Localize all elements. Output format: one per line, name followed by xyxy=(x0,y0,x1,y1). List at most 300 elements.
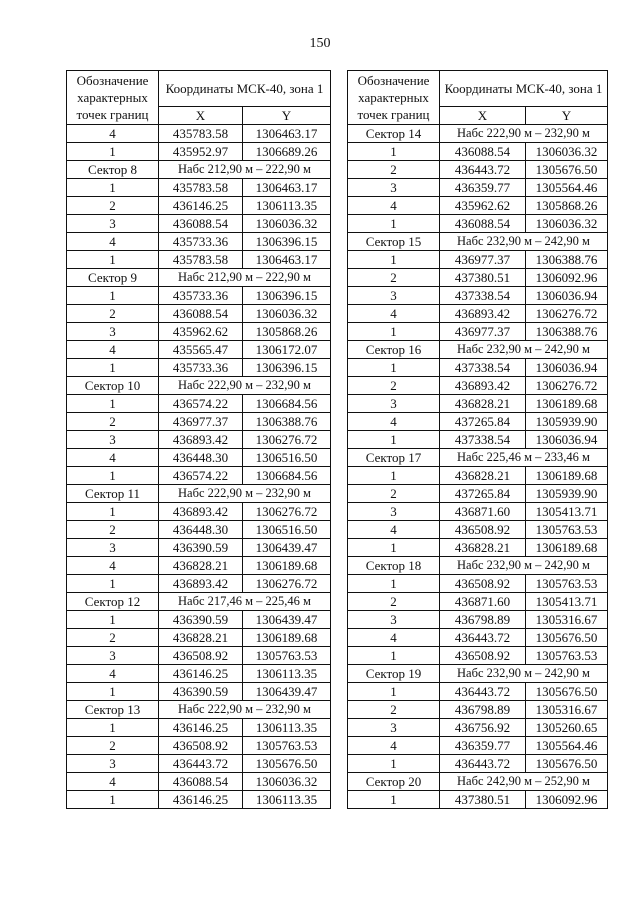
table-row xyxy=(67,251,331,269)
table-row xyxy=(348,575,608,593)
table-row xyxy=(348,737,608,755)
x-coordinate: 435962.62 xyxy=(159,323,243,341)
point-number: 1 xyxy=(67,503,159,521)
x-coordinate: 435565.47 xyxy=(159,341,243,359)
y-coordinate: 1306388.76 xyxy=(243,413,331,431)
y-coordinate: 1306684.56 xyxy=(243,467,331,485)
y-coordinate: 1306113.35 xyxy=(243,665,331,683)
y-coordinate: 1306113.35 xyxy=(243,791,331,809)
coordinates-table-left xyxy=(66,70,331,809)
x-coordinate: 436977.37 xyxy=(159,413,243,431)
sector-row xyxy=(348,773,608,791)
y-coordinate: 1306036.94 xyxy=(526,431,608,449)
point-number: 3 xyxy=(67,755,159,773)
point-number: 3 xyxy=(67,215,159,233)
table-row xyxy=(67,215,331,233)
sector-row xyxy=(67,377,331,395)
table-row xyxy=(67,521,331,539)
sector-name: Сектор 13 xyxy=(67,701,159,719)
table-row xyxy=(67,179,331,197)
sector-name: Сектор 14 xyxy=(348,125,440,143)
y-coordinate: 1305564.46 xyxy=(526,737,608,755)
x-coordinate: 436508.92 xyxy=(159,647,243,665)
x-coordinate: 436893.42 xyxy=(440,305,526,323)
page-number: 150 xyxy=(309,36,331,51)
y-coordinate: 1306036.32 xyxy=(526,215,608,233)
point-number: 4 xyxy=(67,449,159,467)
y-coordinate: 1305763.53 xyxy=(526,647,608,665)
x-coordinate: 436828.21 xyxy=(159,629,243,647)
table-row xyxy=(67,233,331,251)
table-row xyxy=(348,287,608,305)
sector-row xyxy=(348,665,608,683)
table-row xyxy=(348,161,608,179)
x-coordinate: 436146.25 xyxy=(159,665,243,683)
table-row xyxy=(67,503,331,521)
x-coordinate: 436508.92 xyxy=(159,737,243,755)
table-row xyxy=(348,593,608,611)
sector-name: Сектор 16 xyxy=(348,341,440,359)
y-coordinate: 1306276.72 xyxy=(526,305,608,323)
table-row xyxy=(348,251,608,269)
point-number: 4 xyxy=(67,125,159,143)
point-number: 2 xyxy=(348,269,440,287)
table-row xyxy=(67,395,331,413)
table-row xyxy=(67,575,331,593)
x-coordinate: 436893.42 xyxy=(159,503,243,521)
x-coordinate: 436448.30 xyxy=(159,449,243,467)
x-coordinate: 436893.42 xyxy=(159,575,243,593)
x-coordinate: 436359.77 xyxy=(440,737,526,755)
point-number: 1 xyxy=(348,251,440,269)
x-coordinate: 436871.60 xyxy=(440,503,526,521)
y-coordinate: 1306189.68 xyxy=(243,557,331,575)
x-coordinate: 436828.21 xyxy=(159,557,243,575)
sector-height-range: Набс 232,90 м – 242,90 м xyxy=(440,665,608,683)
x-header: X xyxy=(440,107,526,125)
sector-row xyxy=(67,593,331,611)
x-coordinate: 436508.92 xyxy=(440,521,526,539)
table-row xyxy=(348,431,608,449)
point-number: 2 xyxy=(67,413,159,431)
point-number: 3 xyxy=(67,431,159,449)
y-header: Y xyxy=(243,107,331,125)
point-number: 4 xyxy=(348,413,440,431)
point-number: 1 xyxy=(348,791,440,809)
table-row xyxy=(348,359,608,377)
coordinates-header: Координаты МСК-40, зона 1 xyxy=(159,71,331,107)
table-row xyxy=(348,305,608,323)
x-coordinate: 435952.97 xyxy=(159,143,243,161)
sector-name: Сектор 19 xyxy=(348,665,440,683)
sector-name: Сектор 18 xyxy=(348,557,440,575)
y-coordinate: 1306276.72 xyxy=(526,377,608,395)
y-coordinate: 1305763.53 xyxy=(526,575,608,593)
table-row xyxy=(67,359,331,377)
y-coordinate: 1306396.15 xyxy=(243,287,331,305)
table-row xyxy=(348,629,608,647)
x-coordinate: 436977.37 xyxy=(440,251,526,269)
y-coordinate: 1306036.94 xyxy=(526,287,608,305)
x-coordinate: 436893.42 xyxy=(440,377,526,395)
point-number: 4 xyxy=(348,305,440,323)
y-coordinate: 1306516.50 xyxy=(243,449,331,467)
table-row xyxy=(67,341,331,359)
table-row xyxy=(67,431,331,449)
table-row xyxy=(67,719,331,737)
table-row xyxy=(67,629,331,647)
x-coordinate: 436088.54 xyxy=(159,773,243,791)
x-coordinate: 436146.25 xyxy=(159,719,243,737)
table-row xyxy=(348,143,608,161)
sector-height-range: Набс 212,90 м – 222,90 м xyxy=(159,161,331,179)
y-coordinate: 1306036.32 xyxy=(243,305,331,323)
designation-header: Обозначение характерных точек границ xyxy=(67,71,159,125)
sector-row xyxy=(67,485,331,503)
point-number: 2 xyxy=(348,485,440,503)
x-coordinate: 436443.72 xyxy=(440,683,526,701)
y-coordinate: 1306388.76 xyxy=(526,323,608,341)
x-coordinate: 435783.58 xyxy=(159,125,243,143)
table-row xyxy=(348,467,608,485)
table-row xyxy=(348,269,608,287)
x-coordinate: 436443.72 xyxy=(159,755,243,773)
x-coordinate: 436443.72 xyxy=(440,629,526,647)
sector-row xyxy=(348,557,608,575)
table-row xyxy=(348,755,608,773)
y-coordinate: 1306463.17 xyxy=(243,251,331,269)
y-coordinate: 1306092.96 xyxy=(526,269,608,287)
point-number: 2 xyxy=(348,701,440,719)
y-coordinate: 1306276.72 xyxy=(243,575,331,593)
y-coordinate: 1306689.26 xyxy=(243,143,331,161)
y-coordinate: 1306113.35 xyxy=(243,197,331,215)
x-coordinate: 435962.62 xyxy=(440,197,526,215)
x-coordinate: 437338.54 xyxy=(440,431,526,449)
point-number: 1 xyxy=(67,467,159,485)
y-coordinate: 1306684.56 xyxy=(243,395,331,413)
point-number: 1 xyxy=(67,179,159,197)
point-number: 4 xyxy=(67,665,159,683)
y-coordinate: 1305676.50 xyxy=(526,755,608,773)
point-number: 1 xyxy=(67,719,159,737)
sector-row xyxy=(348,233,608,251)
point-number: 1 xyxy=(67,395,159,413)
point-number: 2 xyxy=(348,161,440,179)
y-coordinate: 1305763.53 xyxy=(243,647,331,665)
sector-name: Сектор 9 xyxy=(67,269,159,287)
sector-height-range: Набс 232,90 м – 242,90 м xyxy=(440,341,608,359)
point-number: 1 xyxy=(67,287,159,305)
x-coordinate: 435783.58 xyxy=(159,179,243,197)
point-number: 2 xyxy=(67,521,159,539)
table-row xyxy=(67,449,331,467)
y-coordinate: 1305939.90 xyxy=(526,485,608,503)
table-row xyxy=(348,503,608,521)
table-row xyxy=(348,611,608,629)
point-number: 3 xyxy=(67,323,159,341)
table-row xyxy=(67,791,331,809)
point-number: 3 xyxy=(348,611,440,629)
point-number: 1 xyxy=(67,251,159,269)
y-coordinate: 1305260.65 xyxy=(526,719,608,737)
point-number: 1 xyxy=(348,539,440,557)
y-coordinate: 1306036.94 xyxy=(526,359,608,377)
x-coordinate: 437338.54 xyxy=(440,359,526,377)
point-number: 1 xyxy=(348,323,440,341)
sector-height-range: Набс 222,90 м – 232,90 м xyxy=(159,377,331,395)
point-number: 1 xyxy=(67,359,159,377)
point-number: 3 xyxy=(348,287,440,305)
y-coordinate: 1305676.50 xyxy=(526,683,608,701)
y-coordinate: 1306189.68 xyxy=(243,629,331,647)
x-coordinate: 436390.59 xyxy=(159,611,243,629)
point-number: 3 xyxy=(348,395,440,413)
point-number: 1 xyxy=(348,215,440,233)
table-row xyxy=(348,323,608,341)
table-row xyxy=(348,791,608,809)
coordinates-table-right xyxy=(347,70,608,809)
y-coordinate: 1306276.72 xyxy=(243,503,331,521)
y-coordinate: 1306396.15 xyxy=(243,359,331,377)
point-number: 4 xyxy=(67,341,159,359)
y-coordinate: 1306276.72 xyxy=(243,431,331,449)
y-coordinate: 1305564.46 xyxy=(526,179,608,197)
table-row xyxy=(67,413,331,431)
x-coordinate: 436448.30 xyxy=(159,521,243,539)
y-coordinate: 1305868.26 xyxy=(243,323,331,341)
table-row xyxy=(67,647,331,665)
sector-name: Сектор 15 xyxy=(348,233,440,251)
y-coordinate: 1306439.47 xyxy=(243,611,331,629)
y-coordinate: 1306463.17 xyxy=(243,179,331,197)
y-coordinate: 1306113.35 xyxy=(243,719,331,737)
coordinates-header: Координаты МСК-40, зона 1 xyxy=(440,71,608,107)
y-coordinate: 1305763.53 xyxy=(243,737,331,755)
sector-height-range: Набс 225,46 м – 233,46 м xyxy=(440,449,608,467)
table-row xyxy=(348,377,608,395)
y-coordinate: 1305676.50 xyxy=(526,161,608,179)
y-coordinate: 1306092.96 xyxy=(526,791,608,809)
table-row xyxy=(348,683,608,701)
table-row xyxy=(348,539,608,557)
table-row xyxy=(67,665,331,683)
x-coordinate: 436390.59 xyxy=(159,683,243,701)
sector-name: Сектор 8 xyxy=(67,161,159,179)
point-number: 3 xyxy=(348,719,440,737)
sector-name: Сектор 20 xyxy=(348,773,440,791)
y-coordinate: 1306036.32 xyxy=(526,143,608,161)
x-coordinate: 437265.84 xyxy=(440,413,526,431)
point-number: 1 xyxy=(67,683,159,701)
point-number: 1 xyxy=(67,791,159,809)
designation-header: Обозначение характерных точек границ xyxy=(348,71,440,125)
table-row xyxy=(348,197,608,215)
point-number: 4 xyxy=(67,557,159,575)
table-row xyxy=(67,323,331,341)
sector-height-range: Набс 222,90 м – 232,90 м xyxy=(159,485,331,503)
table-row xyxy=(348,215,608,233)
y-coordinate: 1305676.50 xyxy=(243,755,331,773)
point-number: 1 xyxy=(348,359,440,377)
x-coordinate: 436146.25 xyxy=(159,197,243,215)
y-coordinate: 1306189.68 xyxy=(526,395,608,413)
point-number: 4 xyxy=(348,737,440,755)
y-coordinate: 1305939.90 xyxy=(526,413,608,431)
table-row xyxy=(67,737,331,755)
point-number: 3 xyxy=(67,539,159,557)
y-coordinate: 1306172.07 xyxy=(243,341,331,359)
sector-row xyxy=(348,125,608,143)
y-coordinate: 1306036.32 xyxy=(243,773,331,791)
y-coordinate: 1306516.50 xyxy=(243,521,331,539)
x-coordinate: 436359.77 xyxy=(440,179,526,197)
point-number: 1 xyxy=(348,683,440,701)
sector-name: Сектор 17 xyxy=(348,449,440,467)
table-row xyxy=(348,719,608,737)
point-number: 1 xyxy=(348,575,440,593)
point-number: 4 xyxy=(348,521,440,539)
point-number: 1 xyxy=(348,143,440,161)
table-row xyxy=(348,179,608,197)
y-coordinate: 1306439.47 xyxy=(243,539,331,557)
x-coordinate: 436828.21 xyxy=(440,395,526,413)
table-row xyxy=(348,701,608,719)
sector-height-range: Набс 242,90 м – 252,90 м xyxy=(440,773,608,791)
y-coordinate: 1306036.32 xyxy=(243,215,331,233)
x-coordinate: 435733.36 xyxy=(159,359,243,377)
table-row xyxy=(67,125,331,143)
x-coordinate: 436146.25 xyxy=(159,791,243,809)
point-number: 3 xyxy=(348,179,440,197)
sector-name: Сектор 12 xyxy=(67,593,159,611)
x-coordinate: 436871.60 xyxy=(440,593,526,611)
point-number: 4 xyxy=(348,629,440,647)
y-coordinate: 1306189.68 xyxy=(526,539,608,557)
x-coordinate: 436756.92 xyxy=(440,719,526,737)
table-row xyxy=(67,197,331,215)
sector-row xyxy=(67,161,331,179)
table-row xyxy=(348,485,608,503)
point-number: 2 xyxy=(67,629,159,647)
x-coordinate: 436088.54 xyxy=(440,143,526,161)
table-row xyxy=(67,557,331,575)
x-coordinate: 437380.51 xyxy=(440,269,526,287)
x-coordinate: 436893.42 xyxy=(159,431,243,449)
y-coordinate: 1306463.17 xyxy=(243,125,331,143)
x-coordinate: 436828.21 xyxy=(440,467,526,485)
table-row xyxy=(67,755,331,773)
x-coordinate: 436088.54 xyxy=(159,305,243,323)
x-header: X xyxy=(159,107,243,125)
y-coordinate: 1306439.47 xyxy=(243,683,331,701)
table-row xyxy=(67,539,331,557)
sector-height-range: Набс 212,90 м – 222,90 м xyxy=(159,269,331,287)
point-number: 3 xyxy=(67,647,159,665)
table-row xyxy=(67,467,331,485)
x-coordinate: 436088.54 xyxy=(440,215,526,233)
x-coordinate: 437380.51 xyxy=(440,791,526,809)
x-coordinate: 436443.72 xyxy=(440,755,526,773)
y-header: Y xyxy=(526,107,608,125)
table-row xyxy=(67,287,331,305)
point-number: 1 xyxy=(348,755,440,773)
point-number: 1 xyxy=(348,431,440,449)
point-number: 4 xyxy=(348,197,440,215)
sector-name: Сектор 10 xyxy=(67,377,159,395)
point-number: 1 xyxy=(348,467,440,485)
point-number: 3 xyxy=(348,503,440,521)
point-number: 2 xyxy=(67,737,159,755)
point-number: 1 xyxy=(67,575,159,593)
y-coordinate: 1306396.15 xyxy=(243,233,331,251)
y-coordinate: 1305763.53 xyxy=(526,521,608,539)
y-coordinate: 1305316.67 xyxy=(526,611,608,629)
point-number: 1 xyxy=(348,647,440,665)
point-number: 1 xyxy=(67,143,159,161)
y-coordinate: 1305868.26 xyxy=(526,197,608,215)
y-coordinate: 1305316.67 xyxy=(526,701,608,719)
sector-name: Сектор 11 xyxy=(67,485,159,503)
table-row xyxy=(67,305,331,323)
table-row xyxy=(348,521,608,539)
x-coordinate: 437338.54 xyxy=(440,287,526,305)
point-number: 4 xyxy=(67,233,159,251)
x-coordinate: 436574.22 xyxy=(159,395,243,413)
table-row xyxy=(348,413,608,431)
x-coordinate: 436088.54 xyxy=(159,215,243,233)
x-coordinate: 437265.84 xyxy=(440,485,526,503)
x-coordinate: 436828.21 xyxy=(440,539,526,557)
point-number: 2 xyxy=(67,197,159,215)
x-coordinate: 436508.92 xyxy=(440,575,526,593)
x-coordinate: 436977.37 xyxy=(440,323,526,341)
table-body-left xyxy=(67,125,331,809)
sector-height-range: Набс 232,90 м – 242,90 м xyxy=(440,557,608,575)
sector-row xyxy=(348,341,608,359)
y-coordinate: 1305676.50 xyxy=(526,629,608,647)
table-row xyxy=(67,143,331,161)
x-coordinate: 435783.58 xyxy=(159,251,243,269)
x-coordinate: 436508.92 xyxy=(440,647,526,665)
x-coordinate: 436574.22 xyxy=(159,467,243,485)
sector-height-range: Набс 222,90 м – 232,90 м xyxy=(159,701,331,719)
x-coordinate: 435733.36 xyxy=(159,287,243,305)
y-coordinate: 1306189.68 xyxy=(526,467,608,485)
sector-row xyxy=(67,701,331,719)
table-row xyxy=(67,683,331,701)
y-coordinate: 1305413.71 xyxy=(526,593,608,611)
y-coordinate: 1305413.71 xyxy=(526,503,608,521)
point-number: 2 xyxy=(348,377,440,395)
sector-height-range: Набс 232,90 м – 242,90 м xyxy=(440,233,608,251)
table-row xyxy=(67,611,331,629)
x-coordinate: 435733.36 xyxy=(159,233,243,251)
sector-row xyxy=(348,449,608,467)
point-number: 2 xyxy=(67,305,159,323)
table-row xyxy=(67,773,331,791)
sector-row xyxy=(67,269,331,287)
table-row xyxy=(348,395,608,413)
y-coordinate: 1306388.76 xyxy=(526,251,608,269)
point-number: 1 xyxy=(67,611,159,629)
x-coordinate: 436443.72 xyxy=(440,161,526,179)
x-coordinate: 436798.89 xyxy=(440,701,526,719)
table-body-right xyxy=(348,125,608,809)
sector-height-range: Набс 217,46 м – 225,46 м xyxy=(159,593,331,611)
point-number: 2 xyxy=(348,593,440,611)
x-coordinate: 436798.89 xyxy=(440,611,526,629)
